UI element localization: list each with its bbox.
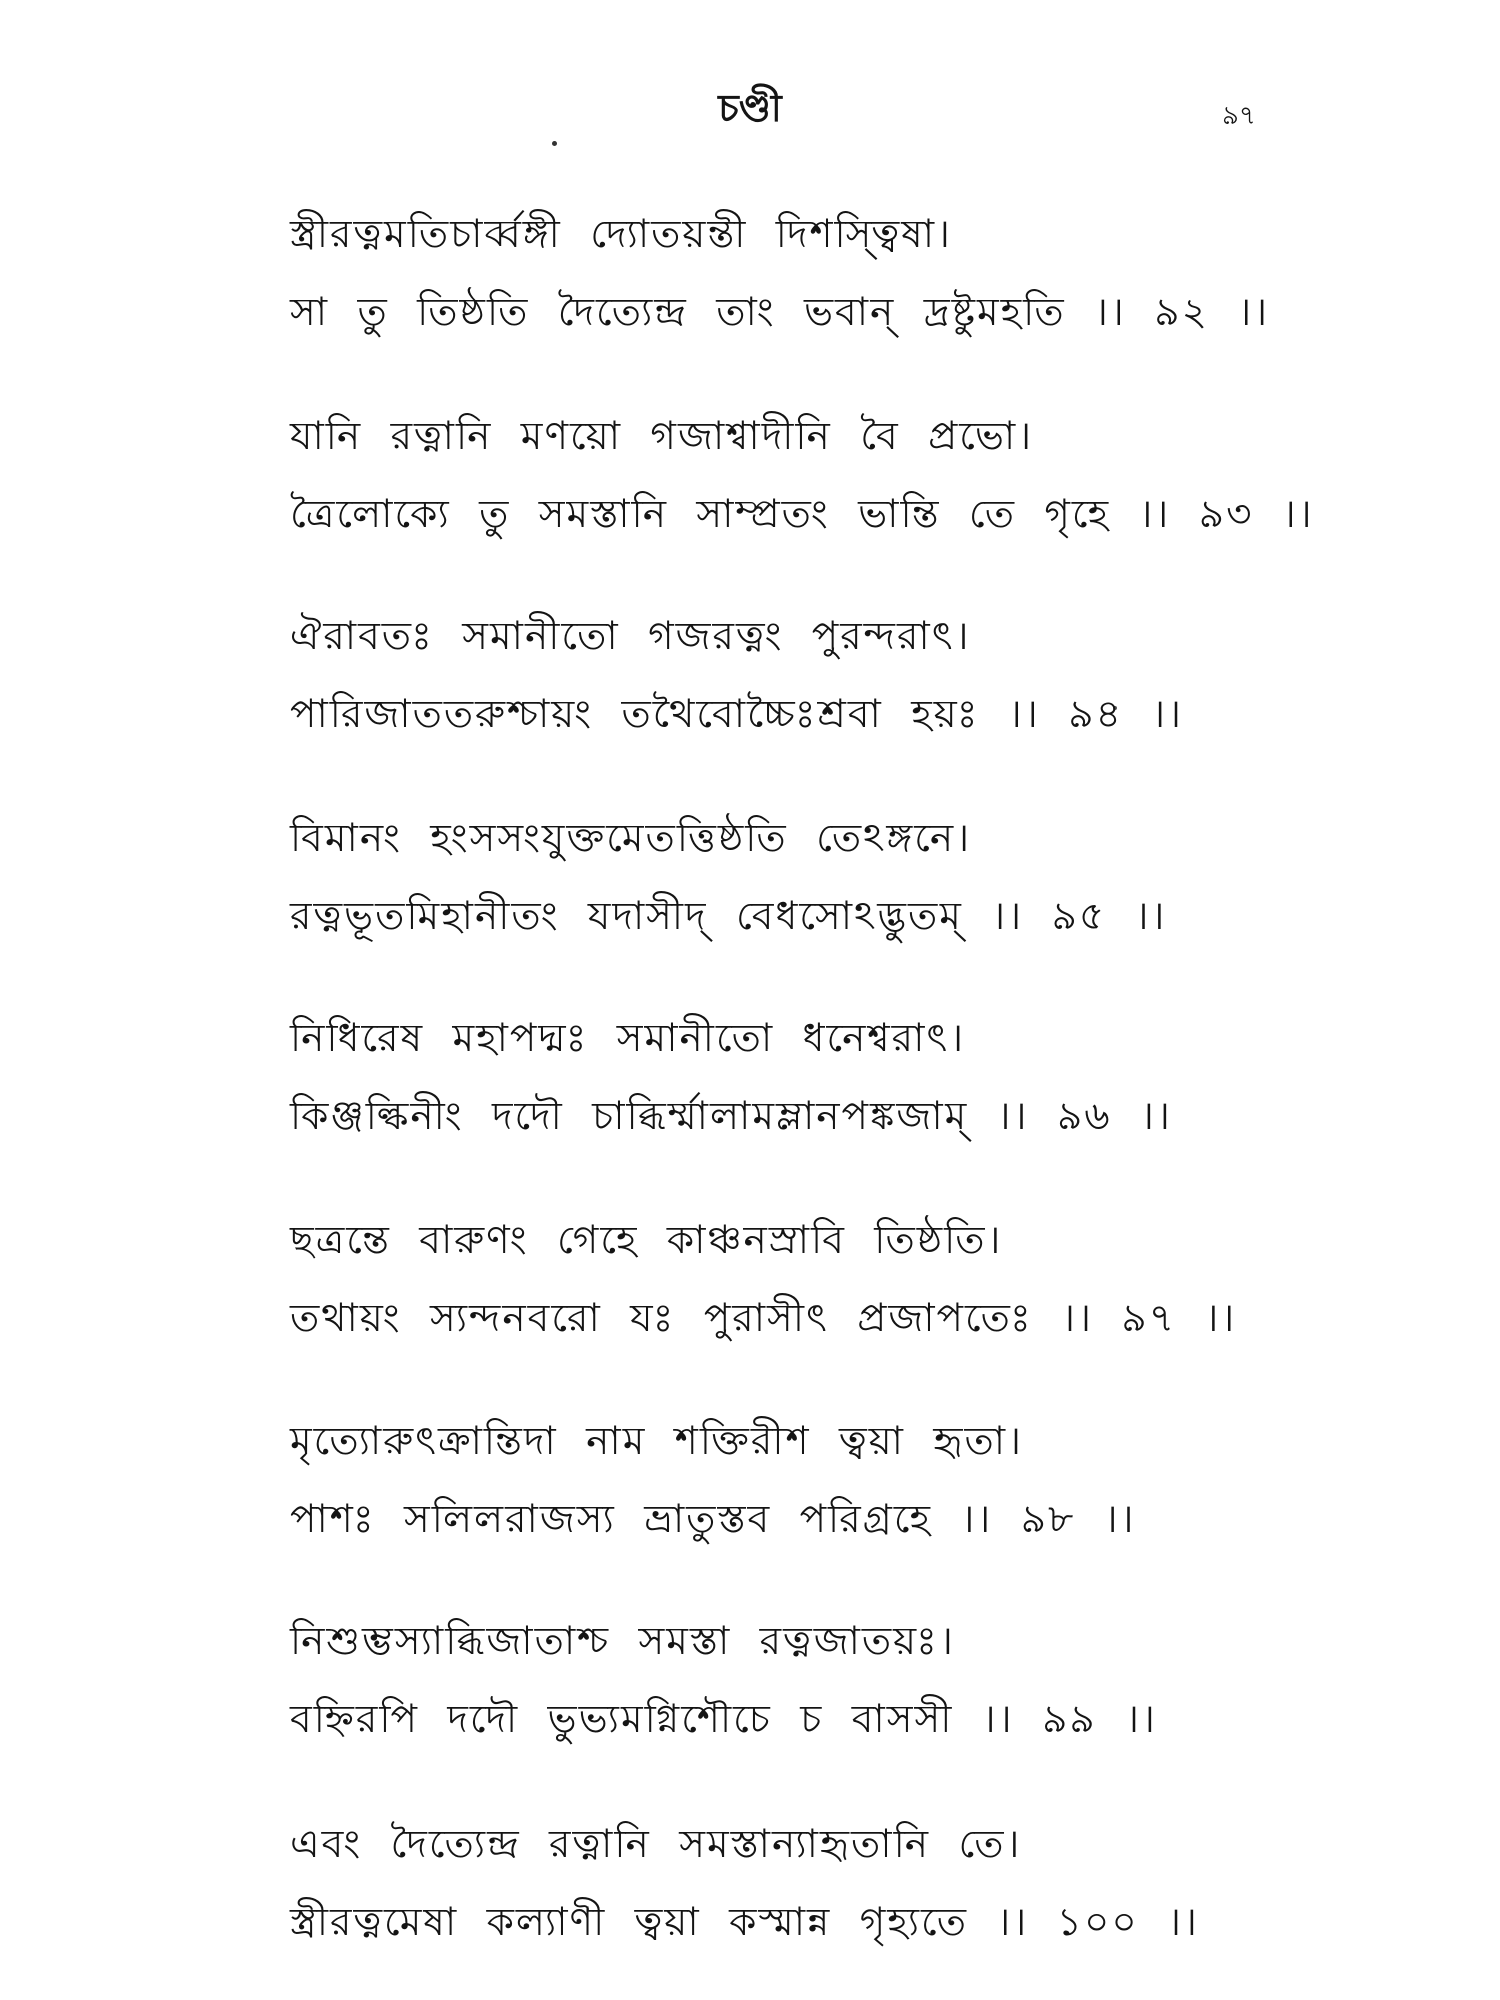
- verse-line: পারিজাততরুশ্চায়ং তথৈবোচ্চৈঃশ্রবা হয়ঃ ।। ৯৪ ।।: [290, 692, 1184, 737]
- verse-line: মৃত্যোরুৎক্রান্তিদা নাম শক্তিরীশ ত্বয়া হৃতা।: [290, 1419, 1024, 1464]
- verse-line: ছত্রন্তে বারুণং গেহে কাঞ্চনস্রাবি তিষ্ঠতি।: [290, 1218, 1003, 1263]
- verse-96: [290, 1000, 1390, 1156]
- page-title: চণ্ডী: [718, 86, 782, 130]
- verse-98: [290, 1403, 1390, 1559]
- scan-speck: [552, 141, 557, 146]
- page-number: ৯৭: [1222, 101, 1256, 131]
- verse-line: ত্রৈলোক্যে তু সমস্তানি সাম্প্রতং ভান্তি তে গৃহে ।। ৯৩ ।।: [290, 492, 1314, 537]
- verse-100: [290, 1806, 1390, 1962]
- verse-94: [290, 598, 1390, 754]
- verse-line: স্ত্রীরত্নমেষা কল্যাণী ত্বয়া কস্মান্ন গৃহ্যতে ।। ১০০ ।।: [290, 1900, 1199, 1945]
- verse-95: [290, 800, 1390, 956]
- verse-line: সা তু তিষ্ঠতি দৈত্যেন্দ্র তাং ভবান্ দ্রষ্টুমহতি ।। ৯২ ।।: [290, 290, 1270, 335]
- verse-line: নিধিরেষ মহাপদ্মঃ সমানীতো ধনেশ্বরাৎ।: [290, 1016, 966, 1061]
- verse-93: [290, 398, 1390, 554]
- verse-line: ঐরাবতঃ সমানীতো গজরত্নং পুরন্দরাৎ।: [290, 614, 971, 659]
- verse-line: তথায়ং স্যন্দনবরো যঃ পুরাসীৎ প্রজাপতেঃ ।। ৯৭ ।।: [290, 1296, 1237, 1341]
- verse-line: রত্নভূতমিহানীতং যদাসীদ্ বেধসোঽদ্ভুতম্ ।। ৯৫ ।।: [290, 894, 1167, 939]
- verse-line: নিশুম্ভস্যাব্ধিজাতাশ্চ সমস্তা রত্নজাতয়ঃ।: [290, 1619, 955, 1664]
- verse-line: বিমানং হংসসংযুক্তমেতত্তিষ্ঠতি তেঽঙ্গনে।: [290, 816, 972, 861]
- verse-line: এবং দৈত্যেন্দ্র রত্নানি সমস্তান্যাহৃতানি তে।: [290, 1822, 1022, 1867]
- verse-line: কিঞ্জল্কিনীং দদৌ চাব্ধির্ম্মালামম্লানপঙ্কজাম্ ।। ৯৬ ।।: [290, 1094, 1172, 1139]
- verse-97: [290, 1202, 1390, 1358]
- verse-line: বহ্নিরপি দদৌ ভুভ্যমগ্নিশৌচে চ বাসসী ।। ৯৯ ।।: [290, 1697, 1157, 1742]
- verse-99: [290, 1603, 1390, 1759]
- verse-line: যানি রত্নানি মণয়ো গজাশ্বাদীনি বৈ প্রভো।: [290, 414, 1034, 459]
- verse-line: স্ত্রীরত্নমতিচার্ব্বঙ্গী দ্যোতয়ন্তী দিশস্ত্বিষা।: [290, 212, 952, 257]
- verse-line: পাশঃ সলিলরাজস্য ভ্রাতুস্তব পরিগ্রহে ।। ৯৮ ।।: [290, 1497, 1136, 1542]
- verse-92: [290, 196, 1390, 352]
